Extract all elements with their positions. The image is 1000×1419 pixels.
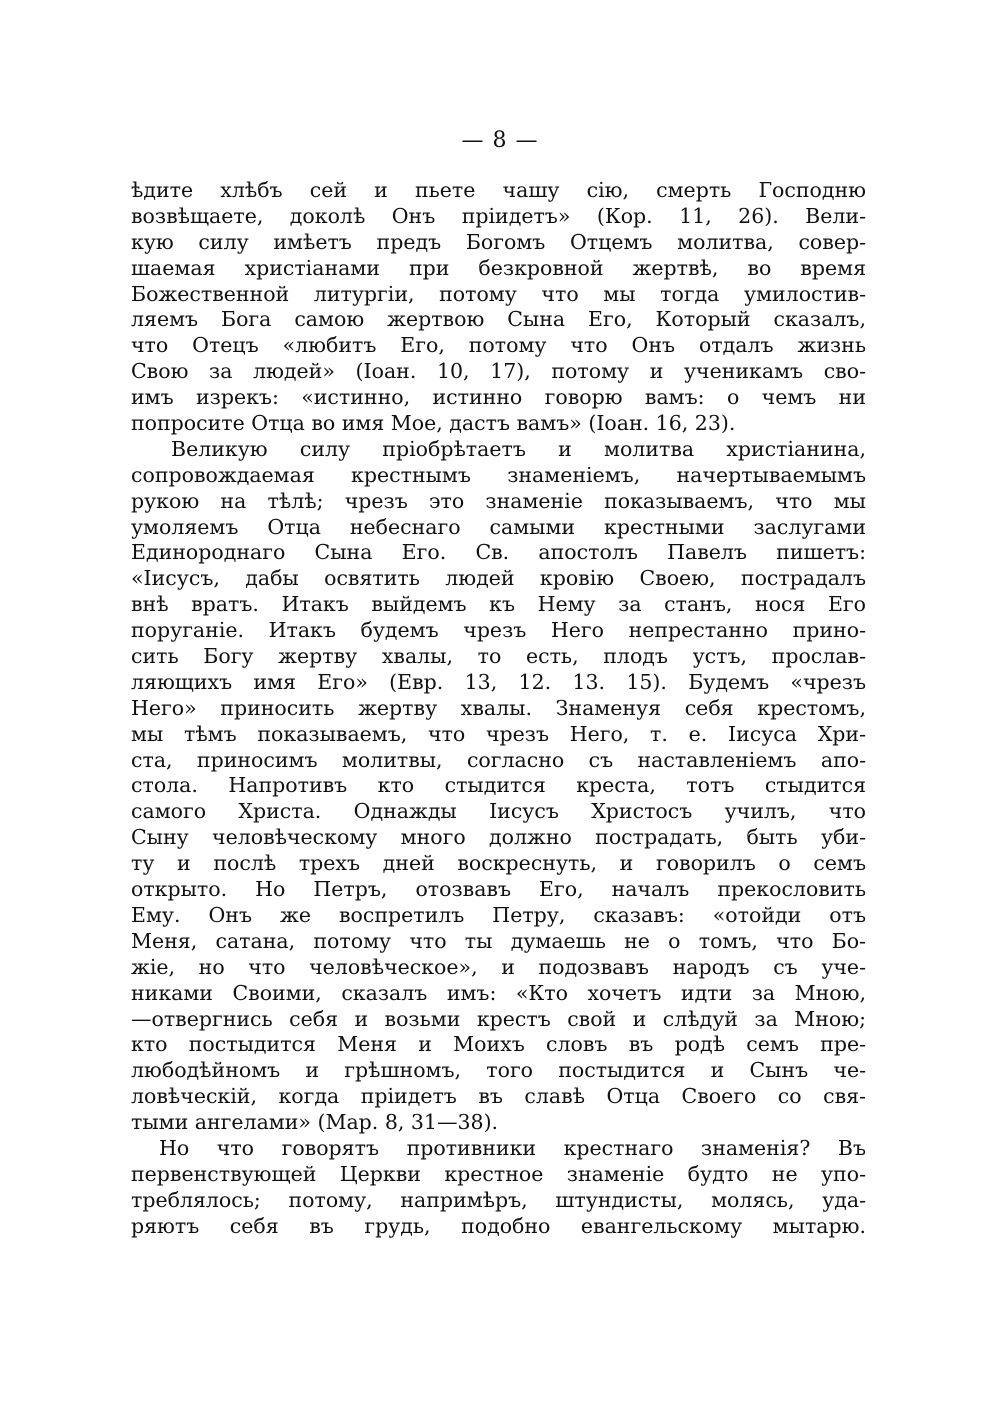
text-line: ста, приносимъ молитвы, согласно съ наставленіемъ апо- bbox=[131, 747, 866, 772]
text-line: ту и послѣ трехъ дней воскреснуть, и говорилъ о семъ bbox=[131, 851, 866, 876]
text-line: кто постыдится Меня и Моихъ словъ въ родѣ семъ пре- bbox=[131, 1032, 866, 1057]
text-line: ловѣческій, когда пріидетъ въ славѣ Отца Своего со свя- bbox=[131, 1084, 866, 1109]
text-line: любодѣйномъ и грѣшномъ, того постыдится и Сынъ че- bbox=[131, 1058, 866, 1083]
text-line: возвѣщаете, доколѣ Онъ пріидетъ» (Кор. 11, 26). Вели- bbox=[131, 203, 866, 228]
text-line: Сыну человѣческому много должно пострадать, быть уби- bbox=[131, 825, 866, 850]
text-line: первенствующей Церкви крестное знаменіе будто не упо- bbox=[131, 1161, 866, 1186]
text-line: «Іисусъ, дабы освятить людей кровію Своею, пострадалъ bbox=[131, 566, 866, 591]
text-line: жіе, но что человѣческое», и подозвавъ народъ съ уче- bbox=[131, 954, 866, 979]
text-line: мы тѣмъ показываемъ, что чрезъ Него, т. е. Іисуса Хри- bbox=[131, 721, 866, 746]
text-line: что Отецъ «любитъ Его, потому что Онъ отдалъ жизнь bbox=[131, 333, 866, 358]
text-line: сопровождаемая крестнымъ знаменіемъ, начертываемымъ bbox=[131, 462, 866, 487]
text-line: имъ изрекъ: «истинно, истинно говорю вамъ: о чемъ ни bbox=[131, 385, 866, 410]
text-line: Единороднаго Сына Его. Св. апостолъ Павелъ пишетъ: bbox=[131, 540, 866, 565]
body-text bbox=[131, 178, 866, 1240]
text-line: Божественной литургіи, потому что мы тогда умилостив- bbox=[131, 281, 866, 306]
text-line: умоляемъ Отца небеснаго самыми крестными заслугами bbox=[131, 514, 866, 539]
text-line: Меня, сатана, потому что ты думаешь не о томъ, что Бо- bbox=[131, 928, 866, 953]
text-line: кую силу имѣетъ предъ Богомъ Отцемъ молитва, совер- bbox=[131, 229, 866, 254]
text-line: рукою на тѣлѣ; чрезъ это знаменіе показываемъ, что мы bbox=[131, 488, 866, 513]
text-line: ѣдите хлѣбъ сей и пьете чашу сію, смерть Господню bbox=[131, 178, 866, 202]
text-line: тыми ангелами» (Мар. 8, 31—38). bbox=[131, 1110, 499, 1135]
text-line: стола. Напротивъ кто стыдится креста, тотъ стыдится bbox=[131, 773, 866, 798]
page-number: — 8 — bbox=[461, 128, 539, 153]
text-line: открыто. Но Петръ, отозвавъ Его, началъ прекословить bbox=[131, 877, 866, 902]
text-line: поруганіе. Итакъ будемъ чрезъ Него непрестанно прино- bbox=[131, 618, 866, 643]
text-line: никами Своими, сказалъ имъ: «Кто хочетъ идти за Мною, bbox=[131, 980, 866, 1005]
text-line: Свою за людей» (Іоан. 10, 17), потому и ученикамъ сво- bbox=[131, 359, 866, 384]
text-line: ляемъ Бога самою жертвою Сына Его, Который сказалъ, bbox=[131, 307, 866, 332]
text-line: ряютъ себя въ грудь, подобно евангельскому мытарю. bbox=[131, 1213, 866, 1238]
text-line: Него» приносить жертву хвалы. Знаменуя себя крестомъ, bbox=[131, 695, 866, 720]
text-line: Ему. Онъ же воспретилъ Петру, сказавъ: «отойди отъ bbox=[131, 902, 866, 927]
paragraph-start-line: Великую силу пріобрѣтаетъ и молитва христіанина, bbox=[171, 436, 866, 461]
text-line: ляющихъ имя Его» (Евр. 13, 12. 13. 15). Будемъ «чрезъ bbox=[131, 669, 866, 694]
paragraph-start-line: Но что говорятъ противники крестнаго знаменія? Въ bbox=[159, 1135, 866, 1160]
text-line: шаемая христіанами при безкровной жертвѣ, во время bbox=[131, 255, 866, 280]
text-line: внѣ вратъ. Итакъ выйдемъ къ Нему за станъ, нося Его bbox=[131, 592, 866, 617]
text-line: самого Христа. Однажды Іисусъ Христосъ училъ, что bbox=[131, 799, 866, 824]
text-line: попросите Отца во имя Мое, дастъ вамъ» (Іоан. 16, 23). bbox=[131, 411, 736, 436]
text-line: сить Богу жертву хвалы, то есть, плодъ устъ, прослав- bbox=[131, 644, 866, 669]
text-line: —отвергнись себя и возьми крестъ свой и слѣдуй за Мною; bbox=[131, 1006, 866, 1031]
text-line: треблялось; потому, напримѣръ, штундисты, молясь, уда- bbox=[131, 1187, 866, 1212]
